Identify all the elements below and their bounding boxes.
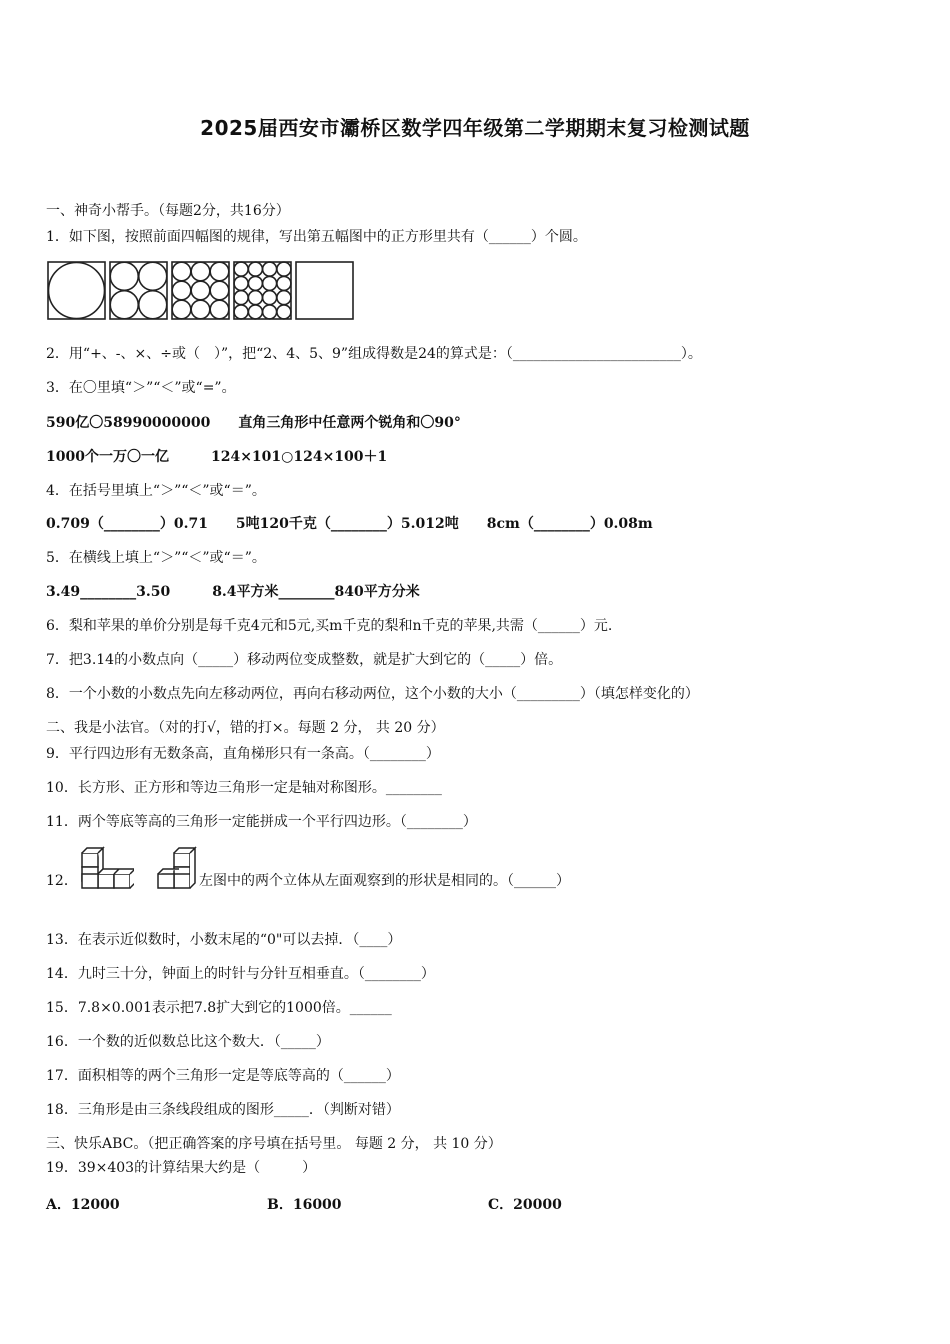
question-12: 左图中的两个立体从左面观察到的形状是相同的。（______） xyxy=(199,873,570,889)
question-1: 1．如下图，按照前面四幅图的规律，写出第五幅图中的正方形里共有（______）个圆。 xyxy=(46,229,587,245)
question-5: 5．在横线上填上“＞”“＜”或“＝”。 xyxy=(46,550,266,566)
option-b: B．16000 xyxy=(267,1197,342,1213)
question-7: 7．把3.14的小数点向（_____）移动两位变成整数，就是扩大到它的（_____）倍。 xyxy=(46,652,563,668)
question-4: 4．在括号里填上“＞”“＜”或“＝”。 xyxy=(46,483,266,499)
question-14: 14．九时三十分，钟面上的时针与分针互相垂直。（________） xyxy=(46,966,435,982)
question-9: 9．平行四边形有无数条高，直角梯形只有一条高。（________） xyxy=(46,746,440,762)
cube-solid-figure-1 xyxy=(80,846,134,890)
question-19: 19．39×403的计算结果大约是（ ） xyxy=(46,1160,317,1176)
section-2-heading: 二、我是小法官。（对的打√，错的打×。每题 2 分， 共 20 分） xyxy=(46,720,445,736)
question-3-part-a: 590亿〇58990000000 直角三角形中任意两个锐角和〇90° xyxy=(46,415,461,431)
question-8: 8．一个小数的小数点先向左移动两位，再向右移动两位，这个小数的大小（_________）（填怎样变化的） xyxy=(46,686,699,702)
question-12-number: 12． xyxy=(46,873,78,889)
question-5-parts: 3.49________3.50 8.4平方米________840平方分米 xyxy=(46,584,420,600)
question-3: 3．在〇里填“＞”“＜”或“=”。 xyxy=(46,380,236,396)
question-18: 18．三角形是由三条线段组成的图形_____．（判断对错） xyxy=(46,1102,400,1118)
question-2: 2．用“+、-、×、÷或（ ）”，把“2、4、5、9”组成得数是24的算式是：（________________________）。 xyxy=(46,346,702,362)
circle-pattern-figure xyxy=(47,261,355,323)
section-3-heading: 三、快乐ABC。（把正确答案的序号填在括号里。 每题 2 分， 共 10 分） xyxy=(46,1136,502,1152)
question-16: 16．一个数的近似数总比这个数大．（_____） xyxy=(46,1034,330,1050)
page-title: 2025届西安市灞桥区数学四年级第二学期期末复习检测试题 xyxy=(200,116,750,140)
question-13: 13．在表示近似数时，小数末尾的“0"可以去掉．（____） xyxy=(46,932,402,948)
question-15: 15．7.8×0.001表示把7.8扩大到它的1000倍。______ xyxy=(46,1000,392,1016)
question-11: 11．两个等底等高的三角形一定能拼成一个平行四边形。（________） xyxy=(46,814,477,830)
question-4-parts: 0.709（________）0.71 5吨120千克（________）5.012吨 8cm（________）0.08m xyxy=(46,516,653,532)
option-c: C．20000 xyxy=(488,1197,562,1213)
question-3-part-b: 1000个一万〇一亿 124×101○124×100＋1 xyxy=(46,449,388,465)
question-10: 10．长方形、正方形和等边三角形一定是轴对称图形。________ xyxy=(46,780,442,796)
section-1-heading: 一、神奇小帮手。（每题2分，共16分） xyxy=(46,203,290,219)
question-6: 6．梨和苹果的单价分别是每千克4元和5元,买m千克的梨和n千克的苹果,共需（______）元. xyxy=(46,618,613,634)
cube-solid-figure-2 xyxy=(156,846,200,890)
question-17: 17．面积相等的两个三角形一定是等底等高的（______） xyxy=(46,1068,400,1084)
option-a: A．12000 xyxy=(46,1197,120,1213)
